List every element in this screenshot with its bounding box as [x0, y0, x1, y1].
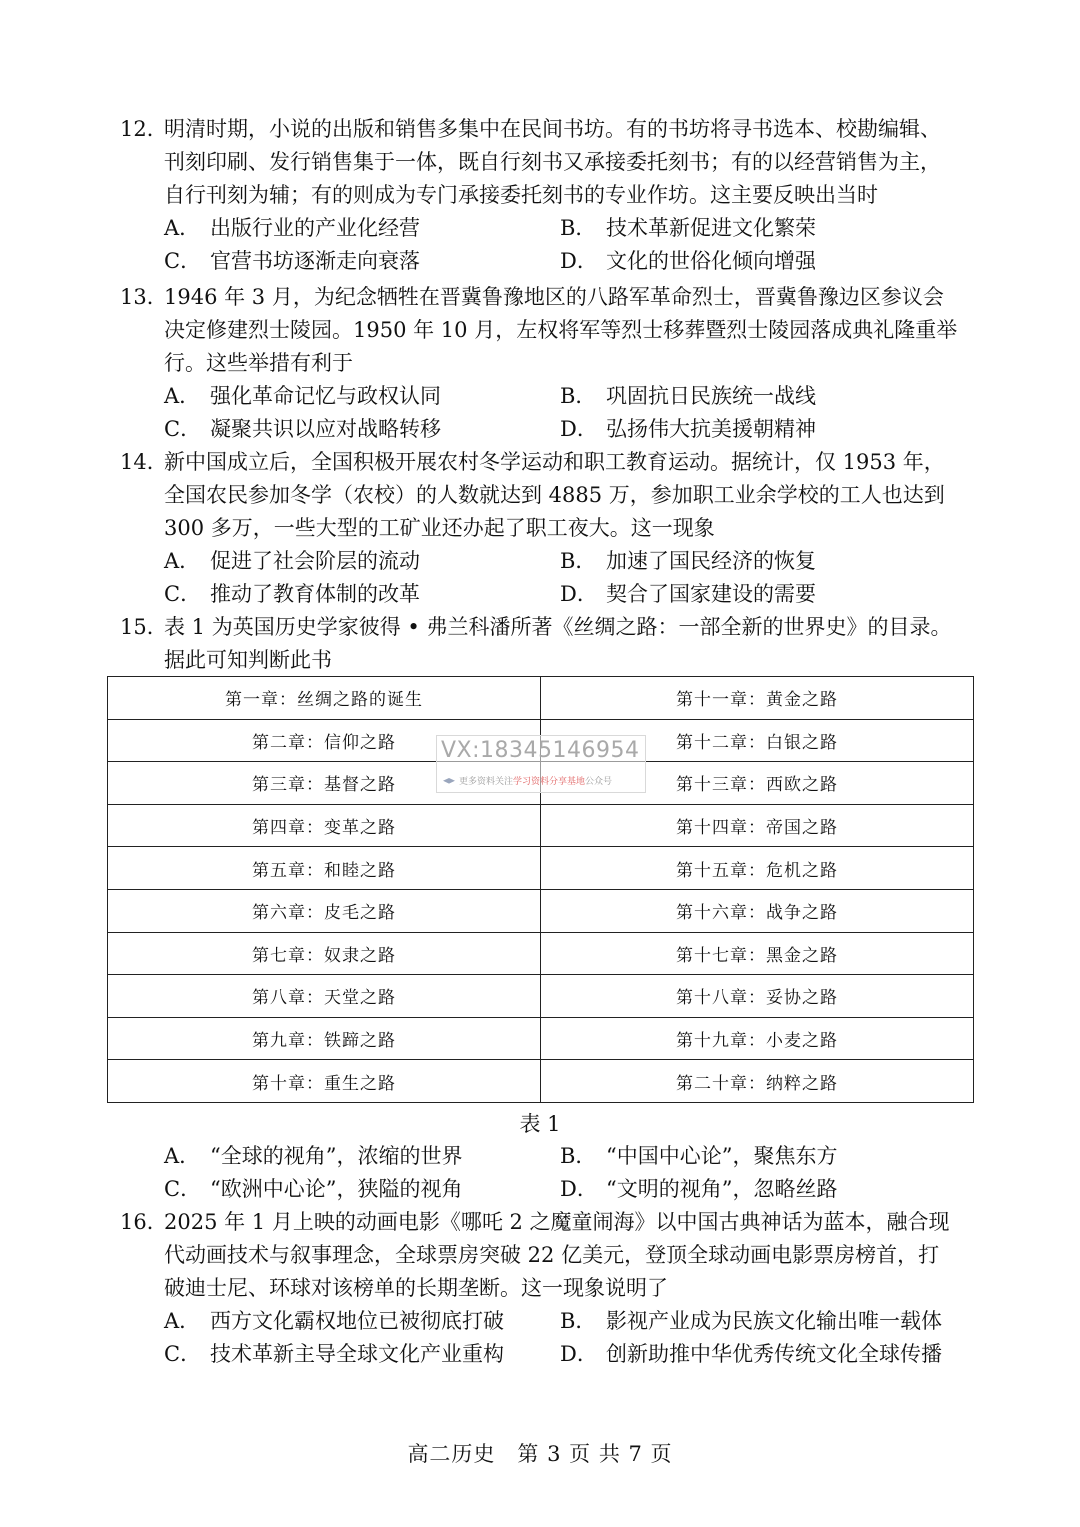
page-footer: 高二历史 第 3 页 共 7 页 — [407, 1442, 673, 1466]
table-row — [108, 932, 974, 975]
chapter-cell: 第七章：奴隶之路 — [108, 932, 541, 975]
options-row — [120, 1338, 980, 1371]
question-15-options — [120, 1140, 980, 1206]
option-b[interactable]: B． 技术革新促进文化繁荣 — [560, 216, 816, 240]
chapter-cell: 第六章：皮毛之路 — [108, 889, 541, 932]
question-15 — [120, 611, 980, 677]
question-stem-line: 全国农民参加冬学（农校）的人数就达到 4885 万，参加职工业余学校的工人也达到 — [164, 483, 945, 507]
option-b[interactable]: B． 影视产业成为民族文化输出唯一载体 — [560, 1309, 942, 1333]
option-a[interactable]: A． 西方文化霸权地位已被彻底打破 — [164, 1309, 504, 1333]
option-b[interactable]: B． 加速了国民经济的恢复 — [560, 549, 816, 573]
chapter-cell: 第十章：重生之路 — [108, 1060, 541, 1103]
chapter-cell: 第四章：变革之路 — [108, 804, 541, 847]
question-stem-line: 16． 2025 年 1 月上映的动画电影《哪吒 2 之魔童闹海》以中国古典神话为蓝本，融合现 — [120, 1206, 980, 1239]
option-d[interactable]: D． 契合了国家建设的需要 — [560, 582, 816, 606]
option-a[interactable]: A． 强化革命记忆与政权认同 — [164, 384, 441, 408]
chapter-cell: 第三章：基督之路 — [108, 762, 541, 805]
options-row — [120, 1140, 980, 1173]
option-c[interactable]: C． “欧洲中心论”，狭隘的视角 — [164, 1177, 463, 1201]
chapter-cell: 第十三章：西欧之路 — [541, 762, 974, 805]
option-c[interactable]: C． 凝聚共识以应对战略转移 — [164, 417, 441, 441]
table-row — [108, 975, 974, 1018]
option-a[interactable]: A． “全球的视角”，浓缩的世界 — [164, 1144, 463, 1168]
table-row — [108, 889, 974, 932]
option-a[interactable]: A． 出版行业的产业化经营 — [164, 216, 420, 240]
chapter-cell: 第十四章：帝国之路 — [541, 804, 974, 847]
options-row — [120, 1305, 980, 1338]
option-b[interactable]: B． “中国中心论”，聚焦东方 — [560, 1144, 838, 1168]
option-c[interactable]: C． 推动了教育体制的改革 — [164, 582, 420, 606]
options-row — [120, 413, 980, 446]
question-stem-line: 12． 明清时期，小说的出版和销售多集中在民间书坊。有的书坊将寻书选本、校勘编辑、 — [120, 113, 980, 146]
chapter-cell: 第十六章：战争之路 — [541, 889, 974, 932]
table-row — [108, 847, 974, 890]
option-b[interactable]: B． 巩固抗日民族统一战线 — [560, 384, 816, 408]
question-stem-line: 300 多万，一些大型的工矿业还办起了职工夜大。这一现象 — [164, 516, 715, 540]
watermark — [436, 735, 646, 793]
question-number: 13． — [120, 285, 168, 309]
chapter-cell: 第一章：丝绸之路的诞生 — [108, 677, 541, 720]
watermark-note: 更多资料关注学习资料分享基地公众号 — [443, 774, 612, 787]
question-stem-line: 15． 表 1 为英国历史学家彼得 • 弗兰科潘所著《丝绸之路：一部全新的世界史》的目录。 — [120, 611, 980, 644]
chapter-cell: 第十七章：黑金之路 — [541, 932, 974, 975]
chapter-cell: 第十一章：黄金之路 — [541, 677, 974, 720]
watermark-contact: VX:18345146954 — [441, 738, 640, 763]
question-stem-line: 行。这些举措有利于 — [164, 351, 353, 375]
question-number: 16． — [120, 1210, 168, 1234]
chapter-cell: 第五章：和睦之路 — [108, 847, 541, 890]
graduation-cap-icon — [443, 778, 455, 785]
chapter-cell: 第九章：铁蹄之路 — [108, 1017, 541, 1060]
option-d[interactable]: D． “文明的视角”，忽略丝路 — [560, 1177, 838, 1201]
question-stem-line: 自行刊刻为辅；有的则成为专门承接委托刻书的专业作坊。这主要反映出当时 — [164, 183, 878, 207]
options-row — [120, 380, 980, 413]
question-number: 15． — [120, 615, 168, 639]
chapter-cell: 第二章：信仰之路 — [108, 719, 541, 762]
chapter-cell: 第十二章：白银之路 — [541, 719, 974, 762]
table-row — [108, 804, 974, 847]
question-stem-line: 14． 新中国成立后，全国积极开展农村冬学运动和职工教育运动。据统计，仅 1953 年， — [120, 446, 980, 479]
chapter-cell: 第十九章：小麦之路 — [541, 1017, 974, 1060]
question-stem-line: 破迪士尼、环球对该榜单的长期垄断。这一现象说明了 — [164, 1276, 668, 1300]
question-stem-line: 刊刻印刷、发行销售集于一体，既自行刻书又承接委托刻书；有的以经营销售为主， — [164, 150, 941, 174]
question-stem-line: 代动画技术与叙事理念，全球票房突破 22 亿美元，登顶全球动画电影票房榜首，打 — [164, 1243, 940, 1267]
options-row — [120, 245, 980, 278]
chapter-cell: 第十五章：危机之路 — [541, 847, 974, 890]
table-row — [108, 1017, 974, 1060]
question-16 — [120, 1206, 980, 1371]
table-caption: 表 1 — [519, 1112, 561, 1136]
question-stem-line: 据此可知判断此书 — [164, 648, 332, 672]
option-c[interactable]: C． 官营书坊逐渐走向衰落 — [164, 249, 420, 273]
options-row — [120, 545, 980, 578]
chapter-cell: 第二十章：纳粹之路 — [541, 1060, 974, 1103]
table-row — [108, 677, 974, 720]
option-a[interactable]: A． 促进了社会阶层的流动 — [164, 549, 420, 573]
options-row — [120, 212, 980, 245]
chapter-cell: 第十八章：妥协之路 — [541, 975, 974, 1018]
option-d[interactable]: D． 文化的世俗化倾向增强 — [560, 249, 816, 273]
option-d[interactable]: D． 创新助推中华优秀传统文化全球传播 — [560, 1342, 942, 1366]
question-number: 12． — [120, 117, 168, 141]
options-row — [120, 1173, 980, 1206]
question-stem-line: 13． 1946 年 3 月，为纪念牺牲在晋冀鲁豫地区的八路军革命烈士，晋冀鲁豫边区参议会 — [120, 281, 980, 314]
table-row — [108, 1060, 974, 1103]
options-row — [120, 578, 980, 611]
question-14 — [120, 446, 980, 611]
question-13 — [120, 281, 980, 446]
option-d[interactable]: D． 弘扬伟大抗美援朝精神 — [560, 417, 816, 441]
question-12 — [120, 113, 980, 278]
option-c[interactable]: C． 技术革新主导全球文化产业重构 — [164, 1342, 504, 1366]
chapter-cell: 第八章：天堂之路 — [108, 975, 541, 1018]
question-number: 14． — [120, 450, 168, 474]
question-stem-line: 决定修建烈士陵园。1950 年 10 月，左权将军等烈士移葬暨烈士陵园落成典礼隆重举 — [164, 318, 958, 342]
